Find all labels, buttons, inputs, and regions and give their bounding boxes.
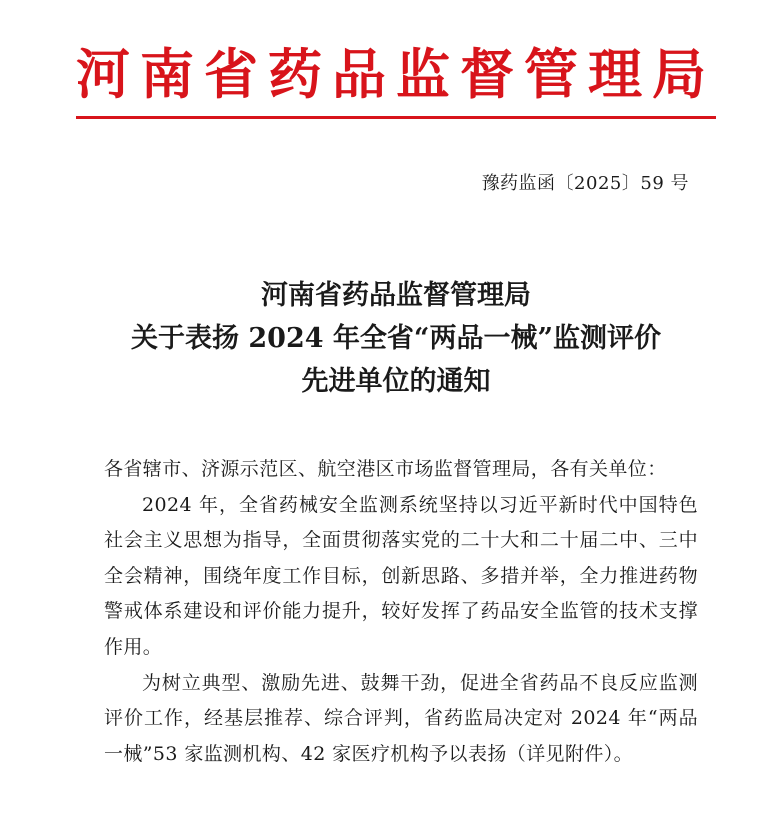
masthead-red-rule [76, 116, 716, 119]
document-body [104, 452, 698, 772]
title-line-3: 先进单位的通知 [301, 366, 491, 397]
document-number: 豫药监函〔2025〕59 号 [481, 173, 689, 194]
salutation: 各省辖市、济源示范区、航空港区市场监督管理局，各有关单位： [104, 458, 667, 480]
document-title [76, 274, 716, 403]
body-paragraph-1: 2024 年，全省药械安全监测系统坚持以习近平新时代中国特色社会主义思想为指导，全面贯彻落实党的二十大和二十届二中、三中全会精神，围绕年度工作目标，创新思路、多措并举，全力推进药物警戒体系建设和评价能力提升，较好发挥了药品安全监管的技术支撑作用。 [104, 493, 698, 658]
agency-masthead: 河南省药品监督管理局 [76, 42, 716, 106]
title-line-2: 关于表扬 2024 年全省“两品一械”监测评价 [130, 323, 661, 354]
title-line-1: 河南省药品监督管理局 [261, 280, 531, 311]
body-paragraph-2: 为树立典型、激励先进、鼓舞干劲，促进全省药品不良反应监测评价工作，经基层推荐、综合评判，省药监局决定对 2024 年“两品一械”53 家监测机构、42 家医疗机构予以表扬（详见附件）。 [104, 671, 698, 765]
